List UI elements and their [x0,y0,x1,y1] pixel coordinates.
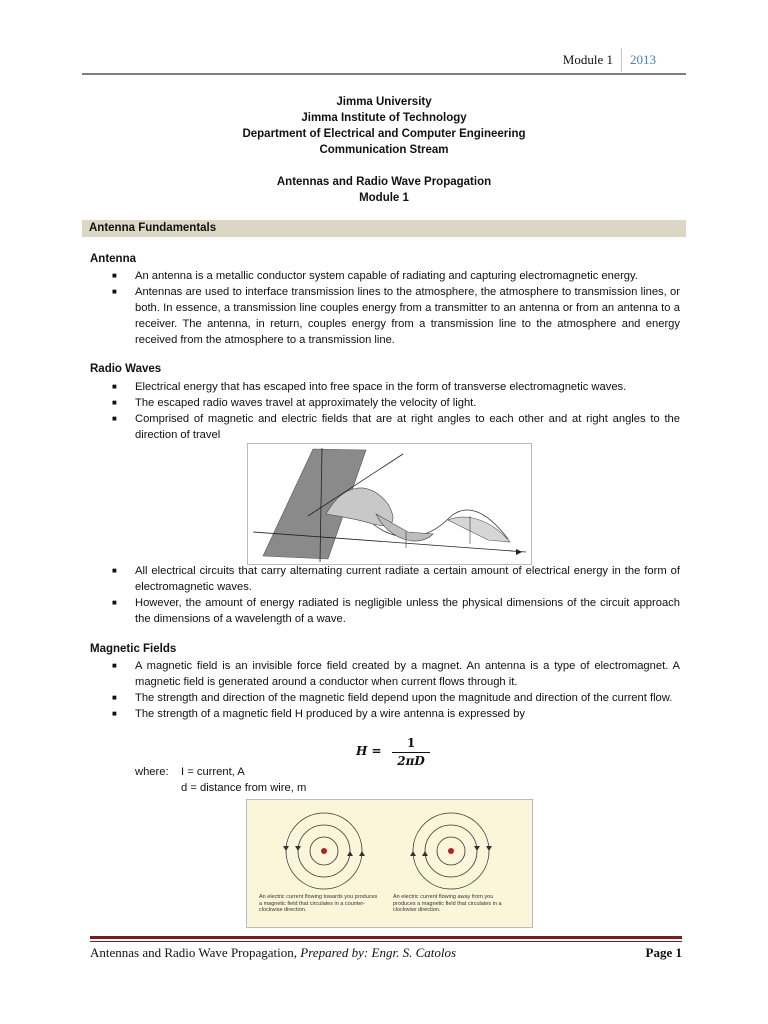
formula-lhs: H = [356,744,382,758]
institute-name: Jimma Institute of Technology [301,112,467,124]
list-item: ■ The escaped radio waves travel at approximately the velocity of light. [112,397,477,409]
radio-list-2 [112,563,680,627]
list-item: ■ However, the amount of energy radiated is negligible unless the physical dimensions of the circuit approach the dimensions of a wavelength of a wave. [112,597,680,625]
page-footer [90,945,682,961]
bullet-icon: ■ [112,398,117,407]
university-name: Jimma University [336,96,432,108]
bullet-icon: ■ [112,661,117,670]
section-band: Antenna Fundamentals [82,220,686,237]
where-distance: d = distance from wire, m [181,782,307,794]
footer-author: Prepared by: Engr. S. Catolos [300,945,457,960]
list-item: ■ A magnetic field is an invisible force field created by a magnet. An antenna is a type of electromagnet. A magnetic field is generated around a conductor when current flows through it. [112,660,680,688]
list-item: ■ All electrical circuits that carry alternating current radiate a certain amount of electrical energy in the form of electromagnetic waves. [112,565,680,593]
header-module: Module 1 [562,52,613,67]
radio-list [112,379,680,443]
page-header [563,48,656,72]
stream-name: Communication Stream [319,144,449,156]
department-name: Department of Electrical and Computer Engineering [242,128,526,140]
document-title: Antennas and Radio Wave Propagation [276,176,492,188]
magnetic-field-figure [246,799,533,928]
footer-rule-thin [90,941,682,942]
bullet-icon: ■ [112,382,117,391]
antenna-list [112,268,680,348]
magnetic-field-diagram [247,800,532,892]
footer-title: Antennas and Radio Wave Propagation, [90,945,298,960]
bullet-icon: ■ [112,598,117,607]
header-year: 2013 [621,48,656,72]
caption-left: An electric current flowing towards you produces a magnetic field that circulates in a counter-clockwise direction. [259,894,378,913]
list-item: ■ Electrical energy that has escaped into free space in the form of transverse electromagnetic waves. [112,381,627,393]
bullet-icon: ■ [112,709,117,718]
radio-heading: Radio Waves [90,363,162,375]
list-item: ■ An antenna is a metallic conductor system capable of radiating and capturing electromagnetic energy. [112,270,638,282]
magnetic-heading: Magnetic Fields [90,643,177,655]
header-rule [82,73,686,75]
em-wave-figure [247,443,532,565]
bullet-icon: ■ [112,287,117,296]
formula-denominator: 2πD [397,754,425,768]
footer-rule [90,936,682,939]
list-item: ■ Comprised of magnetic and electric fields that are at right angles to each other and at right angles to the direction of travel [112,413,680,441]
page-number: Page 1 [645,945,682,960]
em-wave-diagram [248,444,531,564]
formula-numerator: 1 [406,736,416,750]
magnetic-list [112,658,680,722]
list-item: ■ The strength of a magnetic field H produced by a wire antenna is expressed by [112,708,525,720]
bullet-icon: ■ [112,566,117,575]
list-item: ■ The strength and direction of the magnetic field depend upon the magnitude and direction of the current flow. [112,692,673,704]
where-label: where: [135,766,169,778]
document-module: Module 1 [359,192,409,204]
caption-right: An electric current flowing away from you produces a magnetic field that circulates in a clockwise direction. [393,894,502,913]
bullet-icon: ■ [112,271,117,280]
fraction-bar [392,752,430,753]
bullet-icon: ■ [112,414,117,423]
antenna-heading: Antenna [90,253,136,265]
bullet-icon: ■ [112,693,117,702]
list-item: ■ Antennas are used to interface transmission lines to the atmosphere, the atmosphere to transmission lines, or both. In essence, a transmission line couples energy from a transmitter to an antenna or from an antenna to a receiver. The antenna, in return, couples energy from a transmission line to the atmosphere and energy received from the atmosphere to a transmission line. [112,286,680,346]
where-current: I = current, A [181,766,245,778]
